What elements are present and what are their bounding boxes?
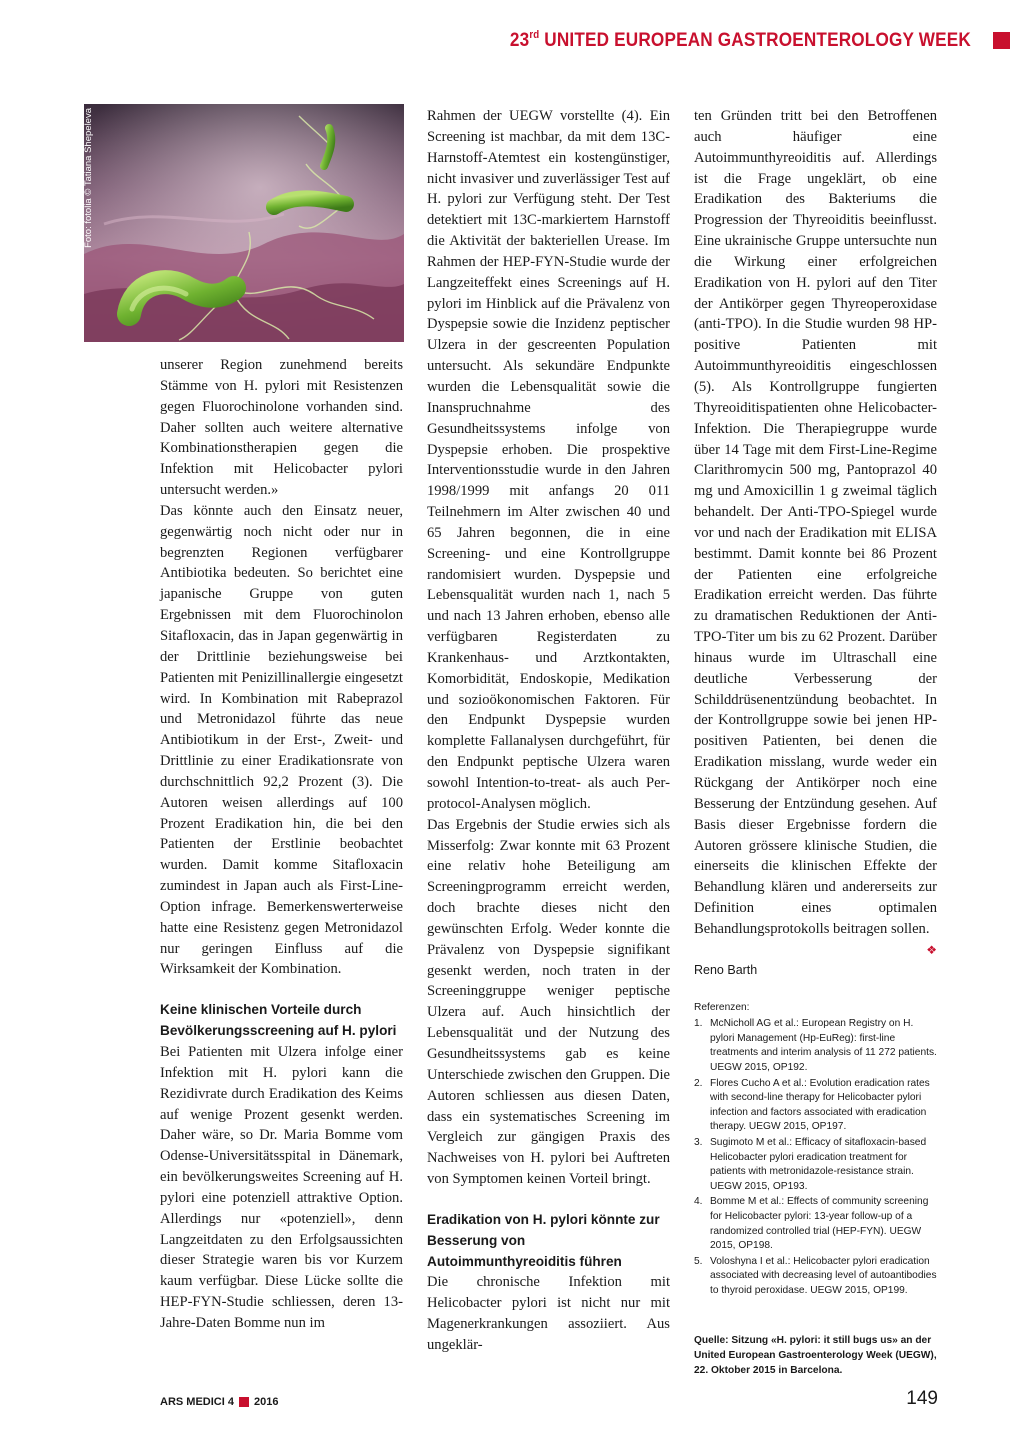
- column-3: [694, 106, 937, 1378]
- paragraph: Das könnte auch den Einsatz neuer, gegenwärtig noch nicht oder nur in begrenzten Regionen verfügbarer Antibiotika bedeuten. So berichtet eine japanische Gruppe von guten Ergebnissen mit dem Fluorochinolon Sitafloxacin, das in Japan gegenwärtig in der Drittlinie beziehungsweise bei Patienten mit Penizillinallergie eingesetzt wird. In Kombination mit Rabeprazol und Metronidazol führte das neue Antibiotikum in der Erst-, Zweit- und Drittlinie zu einer Eradikationsrate von durchschnittlich 92,2 Prozent (3). Die Autoren weisen allerdings auf 100 Prozent Eradikation hin, die bei den Patienten der Erstlinie beobachtet wurden. Damit komme Sitafloxacin zumindest in Japan auch als First-Line-Option infrage. Bemerkenswerterweise hatte eine Resistenz gegen Metronidazol nur geringen Einfluss auf die Wirksamkeit der Kombination.: [160, 502, 403, 978]
- reference-item: 2. Flores Cucho A et al.: Evolution eradication rates with second-line therapy for Helicobacter pylori infection and factors associated with eradication therapy. UEGW 2015, OP197.: [694, 1077, 930, 1133]
- header-title: 23rd UNITED EUROPEAN GASTROENTEROLOGY WEEK: [509, 28, 971, 51]
- journal-year: 2016: [253, 1396, 279, 1408]
- article-photo: [84, 104, 404, 342]
- paragraph: Das Ergebnis der Studie erwies sich als Misserfolg: Zwar konnte mit 63 Prozent eine relativ hohe Beteiligung am Screeningprogramm erreicht werden, doch brachte dieses nicht den gewünschten Erfolg. Weder konnte die Prävalenz von Dyspepsie signifikant gesenkt werden, noch traten in der Screeninggruppe weniger peptische Ulzera auf. Auch hinsichtlich der Lebensqualität und der Nutzung des Gesundheitssystems gab es keine Unterschiede zwischen den Gruppen. Die Autoren schliessen aus diesen Daten, dass ein systematisches Screening im Vergleich zur gängigen Praxis des Nachweises von H. pylori bei Auftreten von Symptomen keinen Vorteil bringt.: [427, 816, 670, 1188]
- paragraph: Rahmen der UEGW vorstellte (4). Ein Screening ist machbar, da mit dem 13C-Harnstoff-Atemtest ein kostengünstiger, nicht invasiver und zuverlässiger Test auf H. pylori zur Verfügung steht. Der Test detektiert mit 13C-markiertem Harnstoff die Aktivität der bakteriellen Urease. Im Rahmen der HEP-FYN-Studie wurde der Langzeiteffekt eines Screenings auf H. pylori im Hinblick auf die Prävalenz von Dyspepsie sowie die Inzidenz peptischer Ulzera in der gescreenten Population untersucht. Als sekundäre Endpunkte wurden die Lebensqualität sowie die Inanspruchnahme des Gesundheitssystems infolge von Dyspepsie erhoben. Die prospektive Interventionsstudie wurde in den Jahren 1998/1999 mit anfangs 20 011 Teilnehmern im Alter zwischen 40 und 65 Jahren begonnen, die in eine Screening- und eine Kontrollgruppe randomisiert wurden. Dyspepsie und Lebensqualität wurden nach 1, nach 5 und nach 13 Jahren erhoben, ebenso alle verfügbaren Registerdaten zu Krankenhaus- und Arztkontakten, Komorbidität, Endoskopie, Medikation und sozioökonomischen Faktoren. Für den Endpunkt Dyspepsie wurden komplette Fallanalysen durchgeführt, für den Endpunkt peptische Ulzera waren sowohl Intention-to-treat- als auch Per-protocol-Analysen möglich.: [427, 108, 670, 812]
- end-of-article-icon: ❖: [926, 942, 937, 957]
- header-accent-square: [993, 32, 1010, 49]
- footer-journal: [160, 1396, 278, 1408]
- paragraph: Bei Patienten mit Ulzera infolge einer Infektion mit H. pylori kann die Rezidivrate durch Eradikation des Keims auf wenige Prozent gesenkt werden. Daher wäre, so Dr. Maria Bomme vom Odense-Universitätsspital in Dänemark, ein bevölkerungsweites Screening auf H. pylori eine potenziell attraktive Option. Allerdings nur «potenziell», denn Langzeitdaten zu den Erfolgsaussichten dieser Strategie waren bis vor Kurzem kaum verfügbar. Diese Lücke sollte die HEP-FYN-Studie schliessen, deren 13-Jahre-Daten Bomme nun im: [160, 1044, 403, 1331]
- paragraph: unserer Region zunehmend bereits Stämme von H. pylori mit Resistenzen gegen Fluorochinolone vorhanden sind. Daher sollten auch weitere alternative Kombinationstherapien gegen die Infektion mit Helicobacter pylori untersucht werden.»: [160, 357, 403, 499]
- reference-item: 1. McNicholl AG et al.: European Registry on H. pylori Management (Hp-EuReg): first-line treatments and interim analysis of 11 272 patients. UEGW 2015, OP192.: [694, 1018, 937, 1073]
- author-name: Reno Barth: [694, 962, 758, 977]
- paragraph: Die chronische Infektion mit Helicobacter pylori ist nicht nur mit Magenerkrankungen assoziiert. Aus ungeklär-: [427, 1274, 670, 1353]
- source-note: Quelle: Sitzung «H. pylori: it still bugs us» an der United European Gastroenterology Week (UEGW), 22. Oktober 2015 in Barcelona.: [694, 1335, 937, 1376]
- reference-item: 4. Bomme M et al.: Effects of community screening for Helicobacter pylori: 13-year follow-up of a randomized controlled trial (HEP-FYN). UEGW 2015, OP198.: [694, 1196, 929, 1252]
- reference-item: 5. Voloshyna I et al.: Helicobacter pylori eradication associated with decreasing level of autoantibodies to thyroid peroxidase. UEGW 2015, OP199.: [694, 1255, 937, 1296]
- references: [694, 1001, 937, 1299]
- footer-accent-square: [239, 1397, 249, 1407]
- journal-name: ARS MEDICI 4: [160, 1396, 234, 1408]
- reference-item: 3. Sugimoto M et al.: Efficacy of sitafloxacin-based Helicobacter pylori eradication treatment for patients with metronidazole-resistance strain. UEGW 2015, OP193.: [694, 1136, 927, 1192]
- page-number: 149: [906, 1388, 938, 1409]
- section-heading: Eradikation von H. pylori könnte zur Besserung von Autoimmunthyreoiditis führen: [427, 1211, 660, 1269]
- references-title: Referenzen:: [694, 1001, 750, 1013]
- column-1: [160, 355, 403, 1334]
- reference-list: [694, 1017, 937, 1298]
- photo-credit: Foto: fotolia © Tatiana Shepeleva: [83, 108, 94, 248]
- column-2: [427, 106, 670, 1356]
- running-header: [447, 27, 1010, 53]
- section-heading: Keine klinischen Vorteile durch Bevölkerungsscreening auf H. pylori: [160, 1002, 397, 1039]
- helicobacter-bacteria-illustration: [84, 104, 404, 342]
- paragraph: ten Gründen tritt bei den Betroffenen auch häufiger eine Autoimmunthyreoiditis auf. Allerdings ist die Frage ungeklärt, ob eine Eradikation des Bakteriums die Progression der Thyreoiditis beeinflusst. Eine ukrainische Gruppe untersuchte nun die Wirkung einer erfolgreichen Eradikation von H. pylori auf den Titer der Antikörper gegen Thyreoperoxidase (anti-TPO). In die Studie wurden 98 HP-positive Patienten mit Autoimmunthyreoiditis eingeschlossen (5). Als Kontrollgruppe fungierten Thyreoiditispatienten ohne Helicobacter-Infektion. Die Therapiegruppe wurde über 14 Tage mit dem First-Line-Regime Clarithromycin 500 mg, Pantoprazol 40 mg und Amoxicillin 1 g zweimal täglich behandelt. Der Anti-TPO-Spiegel wurde vor und nach der Eradikation mit ELISA bestimmt. Damit konnte bei 86 Prozent der Patienten eine erfolgreiche Eradikation erreicht werden. Das führte zu dramatischen Reduktionen der Anti-TPO-Titer um bis zu 62 Prozent. Darüber hinaus wurde im Ultraschall eine deutliche Verbesserung der Schilddrüsenentzündung beobachtet. In der Kontrollgruppe sowie bei jenen HP-positiven Patienten, bei denen die Eradikation misslang, wurde weder ein Rückgang der Antikörper noch eine Besserung der Entzündung gesehen. Auf Basis dieser Ergebnisse fordern die Autoren grössere klinische Studien, die einerseits die klinischen Effekte der Behandlung klären und andererseits zur Definition eines optimalen Behandlungsprotokolls beitragen sollen. ❖: [694, 106, 937, 940]
